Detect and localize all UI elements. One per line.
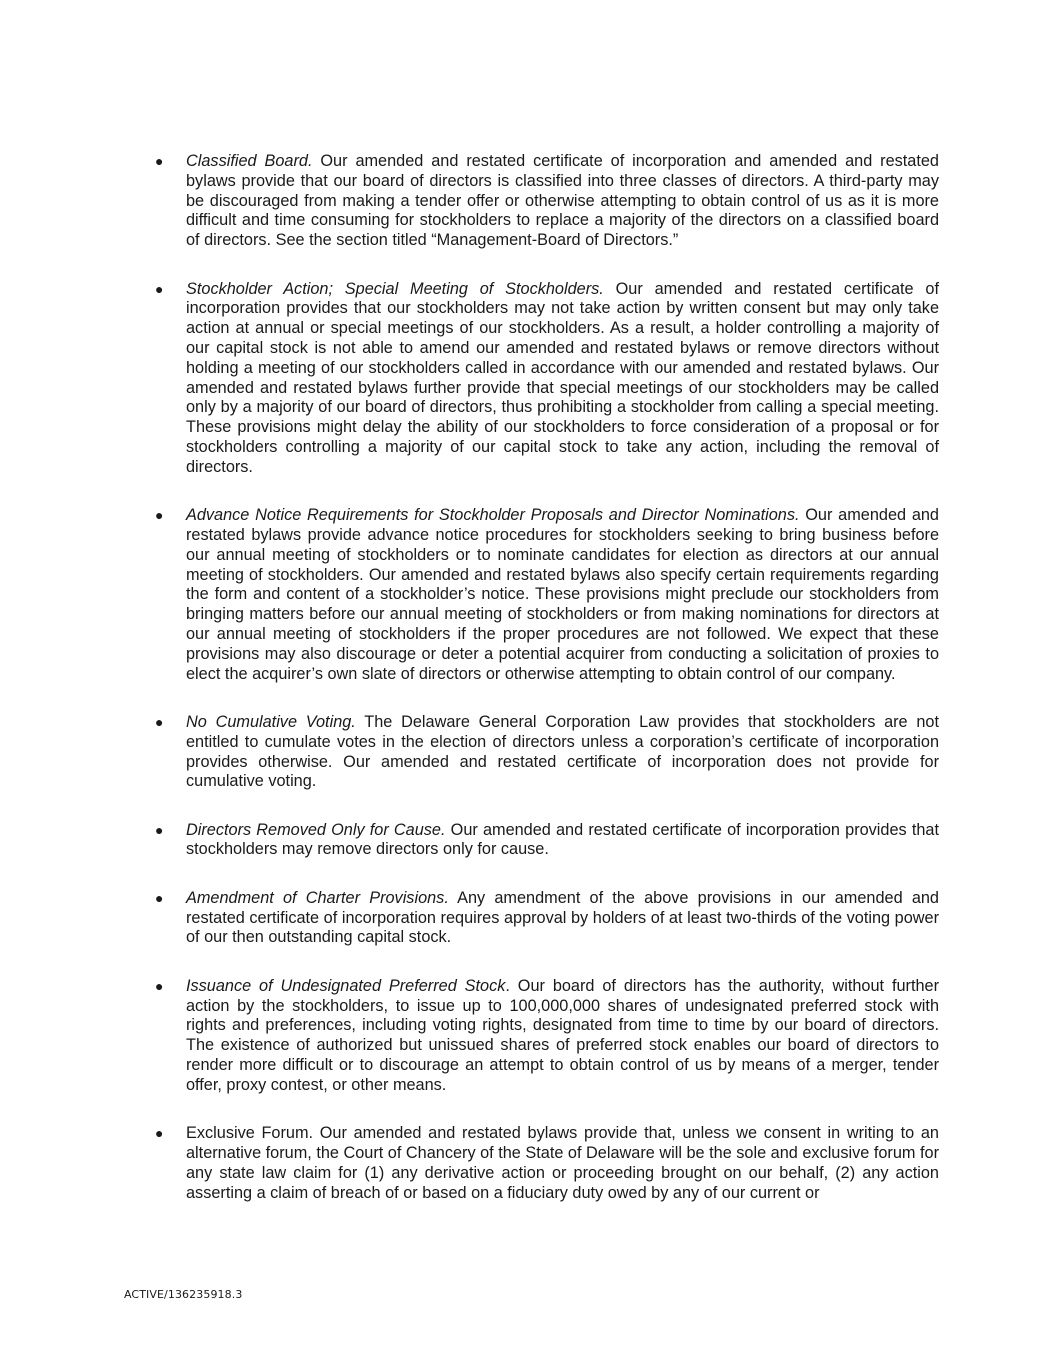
bullet-icon: ● <box>155 713 164 730</box>
list-item-lead: Issuance of Undesignated Preferred Stock <box>186 976 506 995</box>
list-item-body: Our amended and restated certificate of incorporation provides that stockholders may remove directors only for cause. <box>186 820 939 859</box>
list-item-directors-removed <box>154 821 939 861</box>
list-item-body: The Delaware General Corporation Law provides that stockholders are not entitled to cumulate votes in the election of directors unless a corporation’s certificate of incorporation provides otherwise. Our amended and restated certificate of incorporation does not provide for cumulative voting. <box>186 712 939 791</box>
list-item-cumulative-voting <box>154 713 939 792</box>
list-item-body: Our amended and restated bylaws provide advance notice procedures for stockholders seeking to bring business before our annual meeting of stockholders or to nominate candidates for election as directors at our annual meeting of stockholders. Our amended and restated bylaws also specify certain requirements regarding the form and content of a stockholder’s notice. These provisions might preclude our stockholders from bringing matters before our annual meeting of stockholders or from making nominations for directors at our annual meeting of stockholders if the proper procedures are not followed. We expect that these provisions may also discourage or deter a potential acquirer from conducting a solicitation of proxies to elect the acquirer’s own slate of directors or otherwise attempting to obtain control of our company. <box>186 506 939 683</box>
list-item-stockholder-action <box>154 280 939 478</box>
list-item-classified-board <box>154 152 939 251</box>
provisions-list <box>154 152 939 1203</box>
bullet-icon: ● <box>155 1125 164 1142</box>
list-item-exclusive-forum <box>154 1124 939 1203</box>
list-item-lead: Classified Board. <box>186 152 313 170</box>
list-item-lead: Stockholder Action; Special Meeting of Stockholders. <box>186 279 604 298</box>
list-item-text <box>186 1124 939 1203</box>
list-item-text <box>186 713 939 792</box>
list-item-text <box>186 506 939 684</box>
bullet-icon: ● <box>155 507 164 524</box>
list-item-text <box>186 977 939 1096</box>
list-item-body: Our amended and restated bylaws provide that, unless we consent in writing to an alternative forum, the Court of Chancery of the State of Delaware will be the sole and exclusive forum for any state law claim for (1) any derivative action or proceeding brought on our behalf, (2) any action asserting a claim of breach of or based on a fiduciary duty owed by any of our current or <box>186 1124 939 1202</box>
list-item-body: . Our board of directors has the authority, without further action by the stockholders, to issue up to 100,000,000 shares of undesignated preferred stock with rights and preferences, including voting rights, designated from time to time by our board of directors. The existence of authorized but unissued shares of preferred stock enables our board of directors to render more difficult or to discourage an attempt to obtain control of us by means of a merger, tender offer, proxy contest, or other means. <box>186 976 939 1094</box>
list-item-text <box>186 152 939 251</box>
bullet-icon: ● <box>155 977 164 994</box>
list-item-body: Our amended and restated certificate of incorporation provides that our stockholders may not take action by written consent but may only take action at annual or special meetings of our stockholders. As a result, a holder controlling a majority of our capital stock is not able to amend our amended and restated bylaws or remove directors without holding a meeting of our stockholders called in accordance with our amended and restated bylaws. Our amended and restated bylaws further provide that special meetings of our stockholders may be called only by a majority of our board of directors, thus prohibiting a stockholder from calling a special meeting. These provisions might delay the ability of our stockholders to force consideration of a proposal or for stockholders controlling a majority of our capital stock to take any action, including the removal of directors. <box>186 279 939 476</box>
list-item-text <box>186 889 939 948</box>
list-item-lead: Exclusive Forum. <box>186 1124 314 1143</box>
document-footer-code: ACTIVE/136235918.3 <box>124 1288 243 1301</box>
list-item-lead: Advance Notice Requirements for Stockholder Proposals and Director Nominations. <box>186 506 800 525</box>
list-item-lead: No Cumulative Voting. <box>186 712 356 731</box>
list-item-body: Any amendment of the above provisions in our amended and restated certificate of incorporation requires approval by holders of at least two-thirds of the voting power of our then outstanding capital stock. <box>186 888 939 947</box>
list-item-lead: Amendment of Charter Provisions. <box>186 888 449 907</box>
bullet-icon: ● <box>155 889 164 906</box>
bullet-icon: ● <box>155 280 164 297</box>
list-item-body: Our amended and restated certificate of incorporation and amended and restated bylaws provide that our board of directors is classified into three classes of directors. A third-party may be discouraged from making a tender offer or otherwise attempting to obtain control of us as it is more difficult and time consuming for stockholders to replace a majority of the directors on a classified board of directors. See the section titled “Management-Board of Directors.” <box>186 152 939 250</box>
list-item-advance-notice <box>154 506 939 684</box>
list-item-text <box>186 280 939 478</box>
bullet-icon: ● <box>155 153 164 169</box>
list-item-charter-amendment <box>154 889 939 948</box>
list-item-preferred-stock <box>154 977 939 1096</box>
list-item-lead: Directors Removed Only for Cause. <box>186 820 446 839</box>
bullet-icon: ● <box>155 821 164 838</box>
list-item-text <box>186 821 939 861</box>
